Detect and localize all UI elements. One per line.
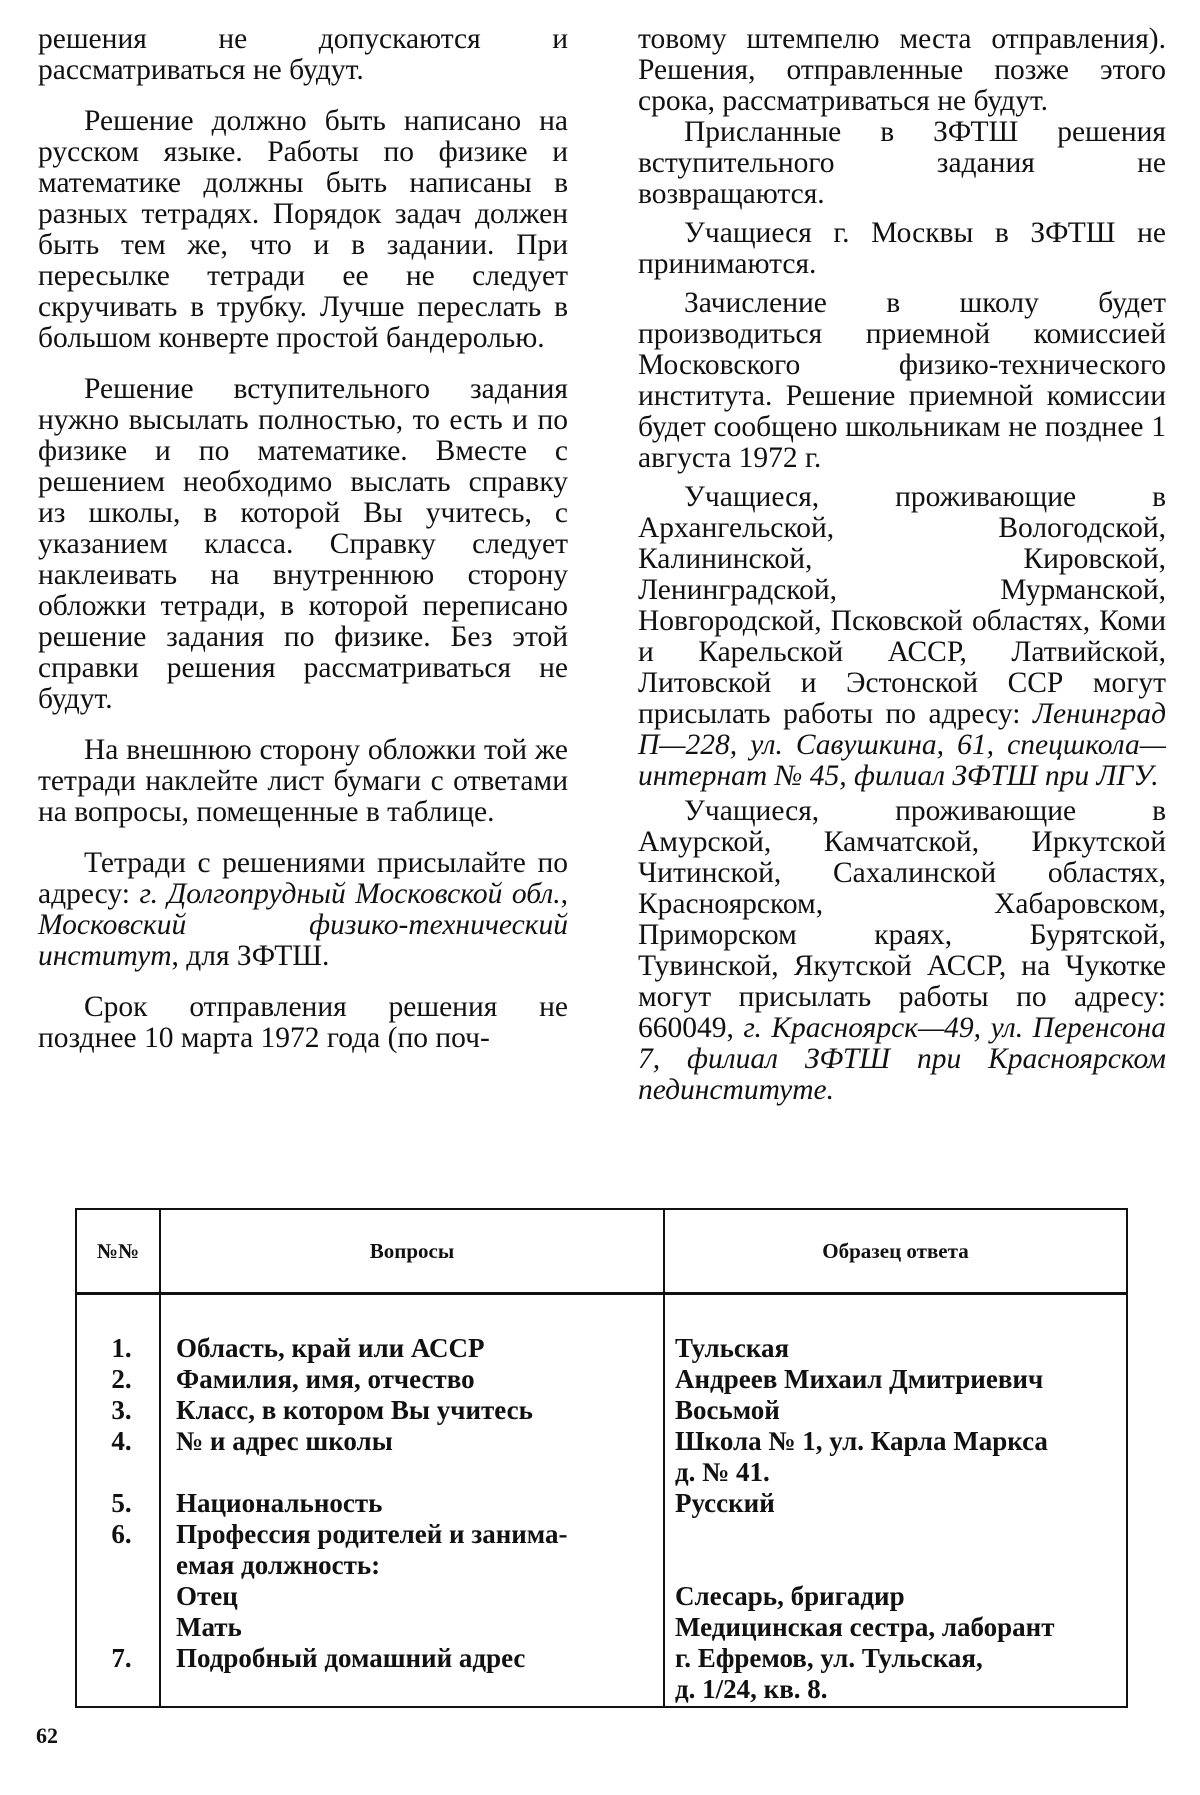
numbers-column: 1. 2. 3. 4. 5. 6. 7. — [76, 1294, 160, 1708]
paragraph-12: Учащиеся, проживающие в Амурской, Камчатской, Иркутской Читинской, Сахалинской областях, Красноярском, Хабаровском, Приморском краях, Бурятской, Тувинской, Якутской АССР, на Чукотке могут присылать работы по адресу: 660049, г. Красноярск—49, ул. Перенсона 7, филиал ЗФТШ при Красноярском пединституте. — [638, 795, 1167, 1106]
leningrad-address: Ленинград П—228, ул. Савушкина, 61, спецшкола—интернат № 45, филиал ЗФТШ при ЛГУ. — [638, 698, 1166, 792]
paragraph-1: решения не допускаются и рассматриваться не будут. — [38, 23, 568, 86]
paragraph-11: Учащиеся, проживающие в Архангельской, Вологодской, Калининской, Кировской, Ленинградской, Мурманской, Новгородской, Псковской областях, Коми и Карельской АССР, Латвийской, Литовской и Эстонской ССР могут присылать работы по адресу: Ленинград П—228, ул. Савушкина, 61, спецшкола—интернат № 45, филиал ЗФТШ при ЛГУ. — [638, 481, 1166, 792]
header-sample-answer: Образец ответа — [664, 1209, 1127, 1294]
paragraph-9: Учащиеся г. Москвы в ЗФТШ не принимаются. — [638, 217, 1166, 280]
paragraph-3: Решение вступительного задания нужно высылать полностью, то есть и по физике и по математике. Вместе с решением необходимо выслать справку из школы, в которой Вы учитесь, с указанием класса. Справку следует наклеивать на внутреннюю сторону обложки тетради, в которой переписано решение задания по физике. Без этой справки решения рассматриваться не будут. — [38, 373, 568, 715]
paragraph-6: Срок отправления решения не позднее 10 марта 1972 года (по поч- — [38, 991, 568, 1054]
page-number: 62 — [36, 1723, 58, 1748]
questions-column: Область, край или АССР Фамилия, имя, отчество Класс, в котором Вы учитесь № и адрес школы Национальность Профессия родителей и занима- емая должность: Отец Мать Подробный домашний адрес — [160, 1294, 664, 1708]
header-questions: Вопросы — [160, 1209, 664, 1294]
paragraph-2: Решение должно быть написано на русском языке. Работы по физике и математике должны быть написаны в разных тетрадях. Порядок задач должен быть тем же, что и в задании. При пересылке тетради ее не следует скручивать в трубку. Лучше переслать в большом конверте простой бандеролью. — [38, 105, 568, 354]
header-number: №№ — [76, 1209, 160, 1294]
questionnaire-table — [75, 1208, 1128, 1707]
paragraph-4: На внешнюю сторону обложки той же тетради наклейте лист бумаги с ответами на вопросы, помещенные в таблице. — [38, 734, 568, 828]
left-text-column — [38, 24, 568, 1054]
krasnoyarsk-address: г. Красноярск—49, ул. Перенсона 7, филиал ЗФТШ при Красноярском пединституте. — [638, 1012, 1167, 1106]
answers-column: Тульская Андреев Михаил Дмитриевич Восьмой Школа № 1, ул. Карла Маркса д. № 41. Русский Слесарь, бригадир Медицинская сестра, лаборант г. Ефремов, ул. Тульская, д. 1/24, кв. 8. — [664, 1294, 1127, 1708]
paragraph-7: товому штемпелю места отправления). Решения, отправленные позже этого срока, рассматриваться не будут. — [638, 23, 1166, 117]
mailing-address: г. Долгопрудный Московской обл., Московский физико-технический институт — [38, 878, 568, 972]
paragraph-10: Зачисление в школу будет производиться приемной комиссией Московского физико-технического института. Решение приемной комиссии будет сообщено школьникам не позднее 1 августа 1972 г. — [638, 287, 1166, 474]
right-text-column — [638, 24, 1166, 1106]
paragraph-5: Тетради с решениями присылайте по адресу: г. Долгопрудный Московской обл., Московский физико-технический институт, для ЗФТШ. — [38, 847, 568, 972]
paragraph-8: Присланные в ЗФТШ решения вступительного задания не возвращаются. — [638, 116, 1166, 210]
